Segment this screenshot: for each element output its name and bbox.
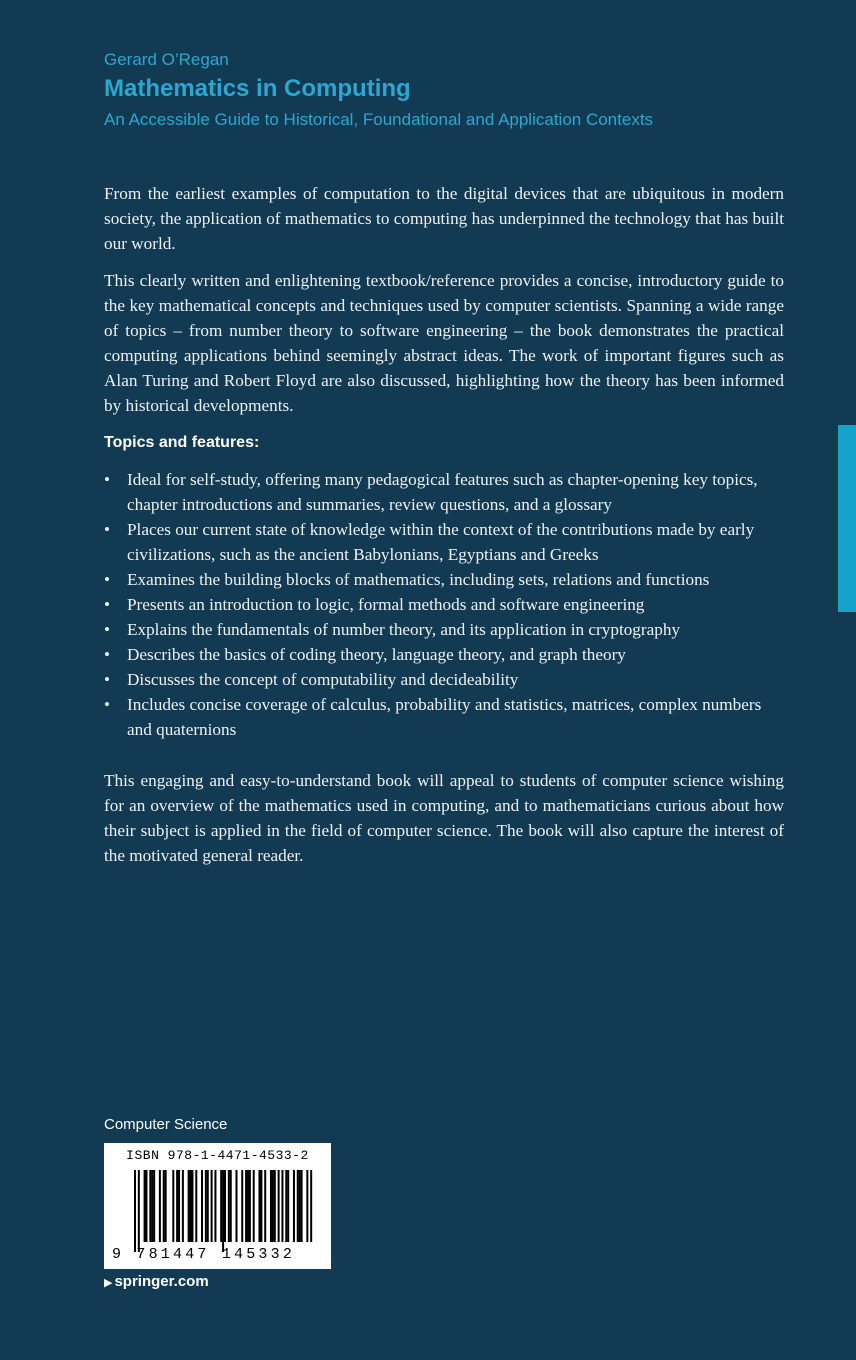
barcode-bar — [306, 1170, 308, 1242]
feature-text: Explains the fundamentals of number theory, and its application in cryptography — [127, 620, 681, 639]
bullet-icon: • — [104, 595, 111, 614]
feature-text: Describes the basics of coding theory, language theory, and graph theory — [127, 645, 626, 664]
barcode-digits: 9 781447 145332 — [112, 1246, 296, 1263]
barcode-bar — [285, 1170, 287, 1242]
bullet-icon: • — [104, 620, 111, 639]
bullet-icon: • — [104, 520, 111, 539]
barcode-bar — [249, 1170, 251, 1242]
feature-text: Examines the building blocks of mathematics, including sets, relations and functions — [127, 570, 710, 589]
bullet-icon: • — [104, 695, 111, 714]
isbn-barcode — [104, 1143, 331, 1269]
barcode-bar — [301, 1170, 303, 1242]
subject-category: Computer Science — [104, 1116, 228, 1133]
intro-paragraph-1: From the earliest examples of computation to the digital devices that are ubiquitous in modern society, the application of mathematics to computing has underpinned the technology that has built our world. — [104, 184, 784, 253]
barcode-bar — [176, 1170, 178, 1242]
publisher-site: springer.com — [114, 1273, 209, 1290]
barcode-bar — [264, 1170, 266, 1242]
barcode-bar — [178, 1170, 180, 1242]
closing-paragraph: This engaging and easy-to-understand book will appeal to students of computer science wishing for an overview of the mathematics used in computing, and to mathematicians curious about how their subject is applied in the field of computer science. The book will also capture the interest of the motivated general reader. — [104, 771, 784, 865]
barcode-bars — [134, 1170, 314, 1252]
spine-color-tab — [838, 425, 856, 612]
barcode-bar — [205, 1170, 207, 1242]
list-item — [104, 592, 784, 617]
features-heading: Topics and features: — [104, 434, 260, 451]
barcode-bar — [201, 1170, 203, 1242]
barcode-bar — [165, 1170, 167, 1242]
barcode-bar — [260, 1170, 262, 1242]
list-item — [104, 467, 784, 517]
feature-text: Discusses the concept of computability and decideability — [127, 670, 519, 689]
barcode-bar — [293, 1170, 295, 1242]
features-list — [104, 467, 784, 742]
barcode-bar — [241, 1170, 243, 1242]
book-title: Mathematics in Computing — [104, 75, 411, 102]
barcode-bar — [190, 1170, 192, 1242]
barcode-bar — [270, 1170, 272, 1242]
barcode-bar — [188, 1170, 190, 1242]
list-item — [104, 667, 784, 692]
bullet-icon: • — [104, 570, 111, 589]
list-item — [104, 517, 784, 567]
intro-paragraph-2: This clearly written and enlightening textbook/reference provides a concise, introductory guide to the key mathematical concepts and techniques used by computer scientists. Spanning a wide range of topics – from number theory to software engineering – the book demonstrates the practical computing applications behind seemingly abstract ideas. The work of important figures such as Alan Turing and Robert Floyd are also discussed, highlighting how the theory has been informed by historical developments. — [104, 271, 784, 415]
barcode-bar — [310, 1170, 312, 1242]
feature-text: Presents an introduction to logic, formal methods and software engineering — [127, 595, 645, 614]
barcode-bar — [245, 1170, 247, 1242]
arrow-right-icon: ▶ — [104, 1277, 113, 1289]
barcode-bar — [144, 1170, 146, 1242]
barcode-bar — [297, 1170, 299, 1242]
barcode-bar — [228, 1170, 230, 1242]
feature-text: Includes concise coverage of calculus, probability and statistics, matrices, complex numbers and quaternions — [127, 695, 762, 739]
barcode-bar — [207, 1170, 209, 1242]
barcode-bar — [247, 1170, 249, 1242]
barcode-bar — [182, 1170, 184, 1242]
barcode-bar — [145, 1170, 147, 1242]
feature-text: Ideal for self-study, offering many pedagogical features such as chapter-opening key topics, chapter introductions and summaries, review questions, and a glossary — [127, 470, 758, 514]
barcode-bar — [224, 1170, 226, 1242]
barcode-bar — [299, 1170, 301, 1242]
barcode-bar — [134, 1170, 136, 1252]
barcode-bar — [151, 1170, 153, 1242]
barcode-bar — [274, 1170, 276, 1242]
barcode-bar — [281, 1170, 283, 1242]
isbn-number: ISBN 978-1-4471-4533-2 — [126, 1148, 309, 1163]
list-item — [104, 567, 784, 592]
author-name: Gerard O’Regan — [104, 50, 229, 69]
barcode-bar — [153, 1170, 155, 1242]
publisher-link[interactable] — [104, 1273, 209, 1290]
bullet-icon: • — [104, 470, 111, 489]
barcode-bar — [163, 1170, 165, 1242]
barcode-bar — [230, 1170, 232, 1242]
barcode-bar — [172, 1170, 174, 1242]
feature-text: Places our current state of knowledge within the context of the contributions made by early civilizations, such as the ancient Babylonians, Egyptians and Greeks — [127, 520, 755, 564]
barcode-bar — [214, 1170, 216, 1242]
barcode-bar — [235, 1170, 237, 1242]
barcode-bar — [211, 1170, 213, 1242]
list-item — [104, 642, 784, 667]
barcode-bar — [272, 1170, 274, 1242]
barcode-bar — [258, 1170, 260, 1242]
barcode-bar — [149, 1170, 151, 1242]
bullet-icon: • — [104, 670, 111, 689]
barcode-bar — [159, 1170, 161, 1242]
book-subtitle: An Accessible Guide to Historical, Foundational and Application Contexts — [104, 110, 654, 129]
barcode-bar — [195, 1170, 197, 1242]
barcode-bar — [220, 1170, 222, 1242]
barcode-bar — [191, 1170, 193, 1242]
header — [104, 48, 804, 132]
barcode-bar — [222, 1170, 224, 1252]
barcode-bar — [138, 1170, 140, 1252]
list-item — [104, 617, 784, 642]
barcode-bar — [253, 1170, 255, 1242]
blurb — [104, 181, 784, 880]
barcode-bar — [278, 1170, 280, 1242]
barcode-bar — [287, 1170, 289, 1242]
list-item — [104, 692, 784, 742]
bullet-icon: • — [104, 645, 111, 664]
